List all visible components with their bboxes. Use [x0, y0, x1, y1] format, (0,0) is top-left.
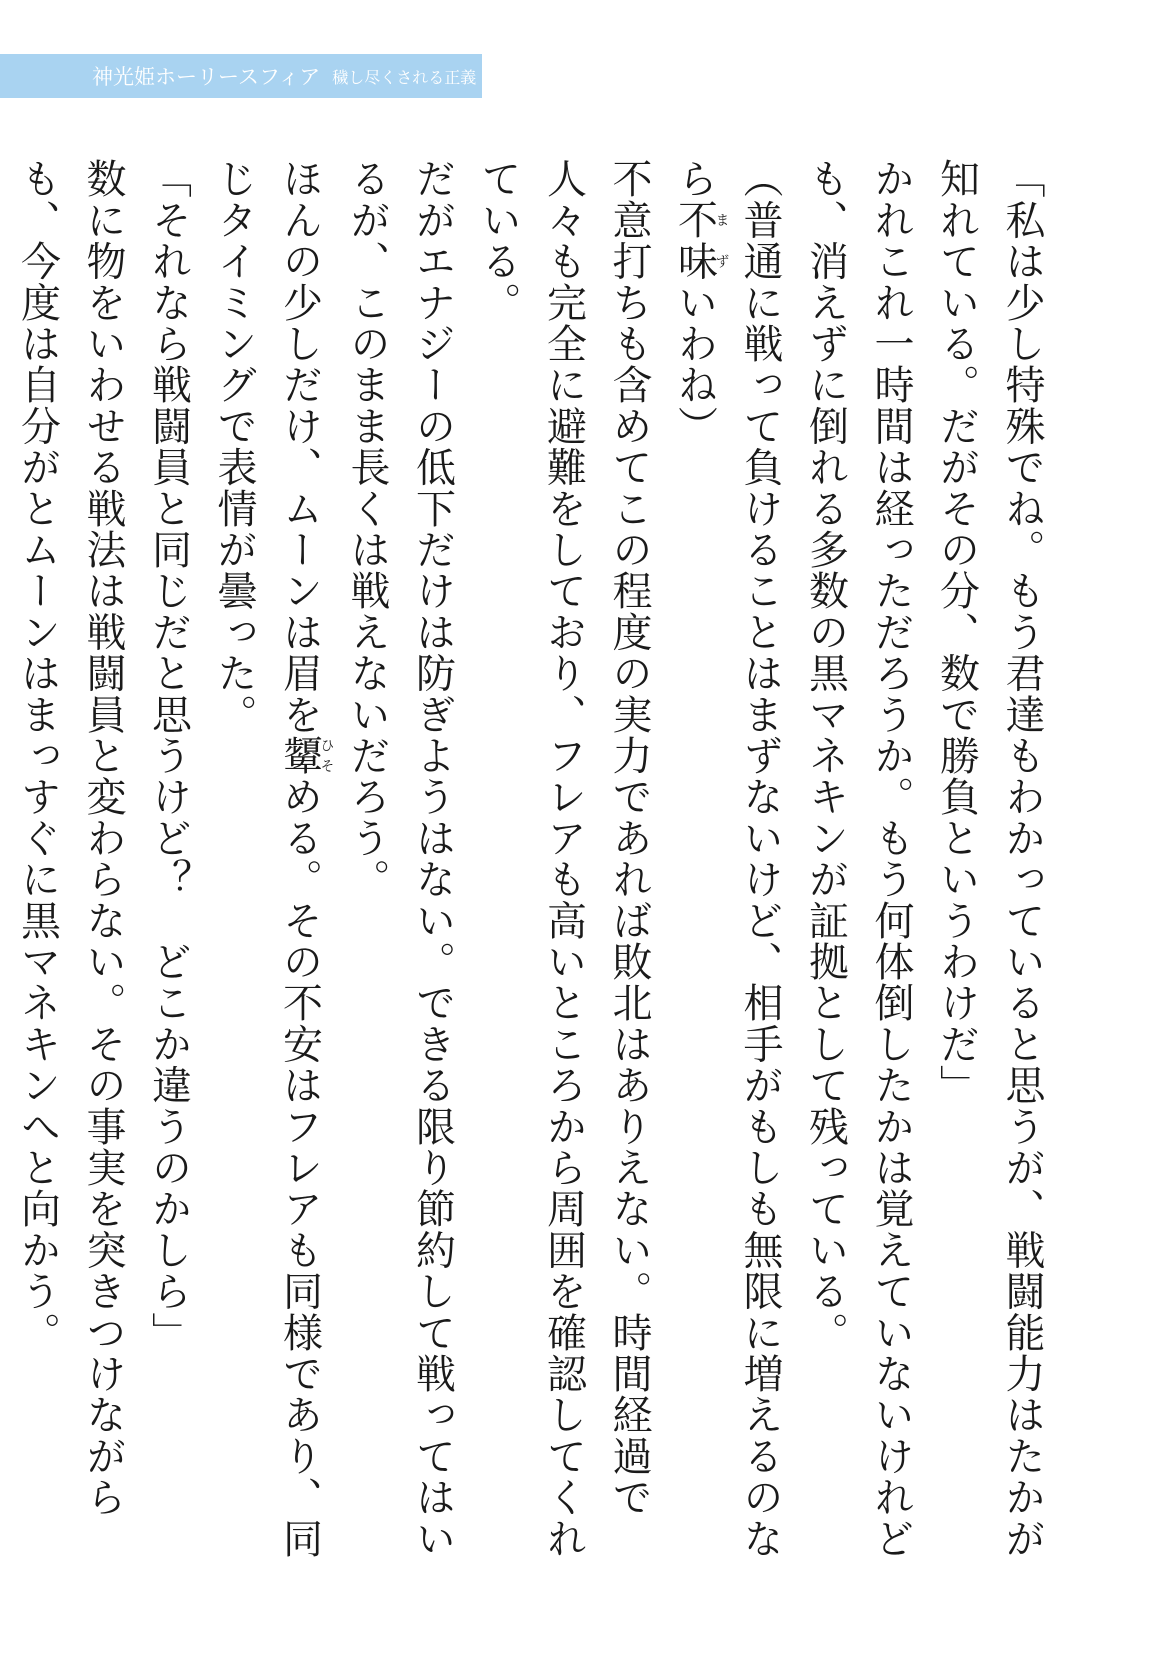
ruby-word: [671, 199, 730, 282]
paragraph: [661, 158, 792, 1588]
ruby-base: 不味: [671, 199, 718, 282]
paragraph-text: いわね）: [671, 281, 718, 447]
paragraph: [201, 158, 334, 1588]
vertical-body-text: [14, 158, 1054, 1588]
ruby-word: [276, 734, 335, 777]
paragraph: 不意打ちも含めてこの程度の実力であれば敗北はありえない。時間経過で人々も完全に避難をしており、フレアも高いところから周囲を確認してくれている。: [475, 158, 652, 1559]
book-title: 神光姫ホーリースフィア: [92, 65, 321, 89]
paragraph-text: める。その不安はフレアも同様であり、同じタイミングで表情が曇った。: [211, 158, 323, 1559]
paragraph: かれこれ一時間は経っただろうか。もう何体倒したかは覚えていないけれども、消えずに倒れる多数の黒マネキンが証拠として残っている。: [802, 158, 914, 1559]
ruby-reading: ひそ: [318, 734, 335, 777]
book-subtitle: 穢し尽くされる正義: [332, 67, 477, 87]
paragraph: 「私は少し特殊でね。もう君達もわかっていると思うが、戦闘能力はたかが知れている。だがその分、数で勝負というわけだ」: [933, 158, 1045, 1559]
ruby-base: 顰: [276, 734, 323, 777]
paragraph: 数に物をいわせる戦法は戦闘員と変わらない。その事実を突きつけながらも、今度は自分がとムーンはまっすぐに黒マネキンへと向かう。: [14, 158, 126, 1518]
paragraph: 「それなら戦闘員と同じだと思うけど？ どこか違うのかしら」: [145, 158, 192, 1353]
running-header: [0, 54, 482, 98]
paragraph: だがエナジーの低下だけは防ぎようはない。できる限り節約して戦ってはいるが、このまま長くは戦えないだろう。: [344, 158, 456, 1559]
paragraph-text: ほんの少しだけ、ムーンは眉を: [276, 158, 323, 735]
ruby-reading: まず: [713, 199, 730, 282]
paragraph-text: （普通に戦って負けることはまずないけど、相手がもしも無限に増えるのなら: [671, 158, 783, 1559]
